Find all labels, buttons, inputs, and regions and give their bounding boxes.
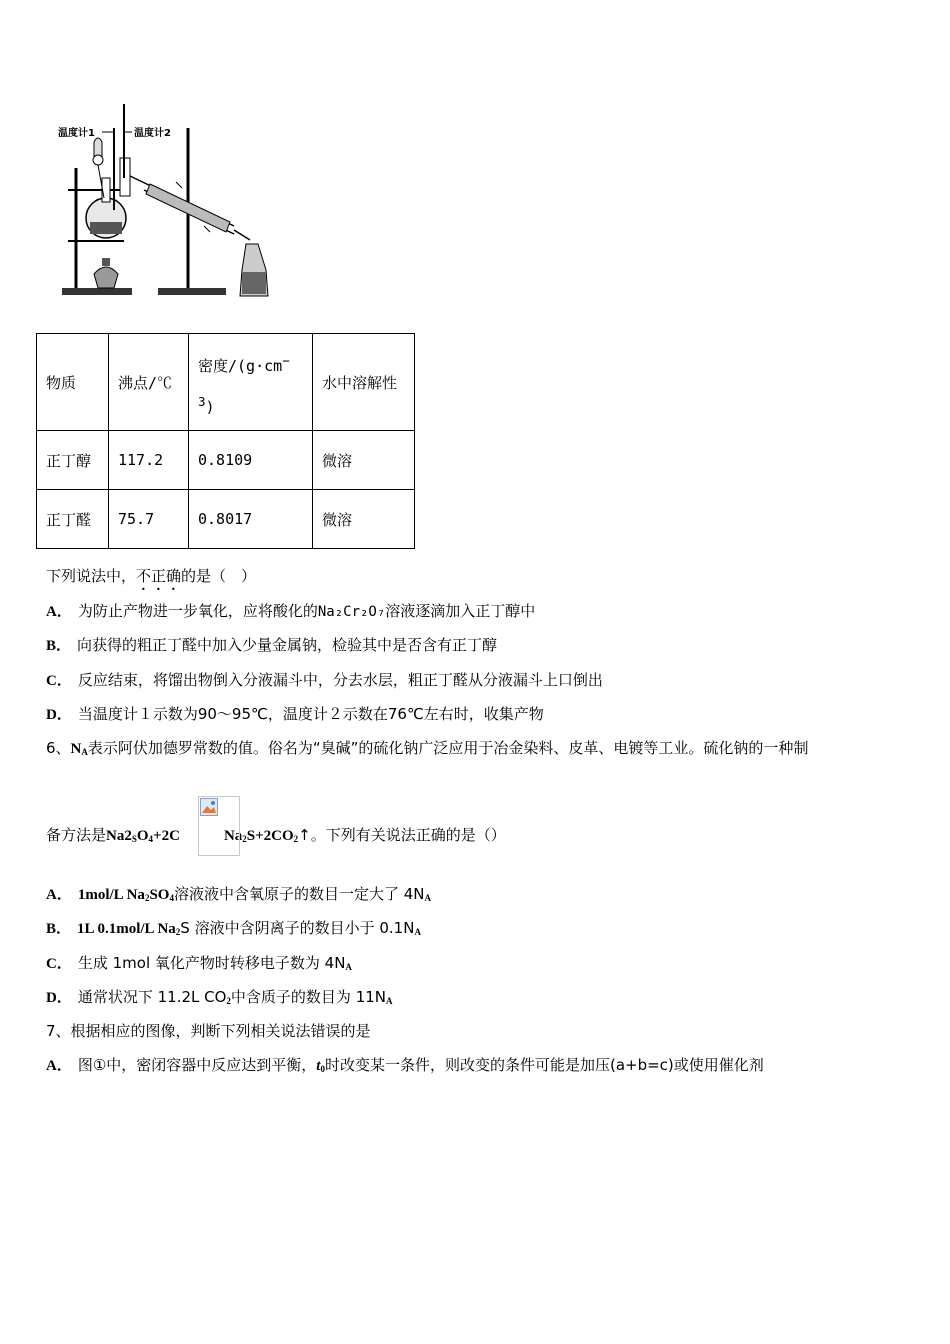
broken-image-icon (200, 798, 218, 816)
q6-option-c: C． 生成 1mol 氧化产物时转移电子数为 $4N_A$ (46, 954, 352, 972)
table-cell: 微溶 (313, 431, 415, 490)
table-cell: 117.2 (109, 431, 189, 490)
table-row (37, 490, 415, 549)
q6-stem-line1: 6、$N_A$表示阿伏加德罗常数的值。俗名为“臭碱”的硫化钠广泛应用于冶金染料、皮革、电镀等工业。硫化钠的一种制 (46, 739, 809, 757)
q5-option-d: D． 当温度计１示数为90～95℃，温度计２示数在76℃左右时，收集产物 (46, 705, 544, 723)
q6-option-b: B． 1L 0.1mol/L $Na_2S$ 溶液中含阴离子的数目小于 $0.1N_A$ (46, 919, 421, 937)
distillation-apparatus-figure (54, 98, 276, 302)
q5-option-c: C． 反应结束，将馏出物倒入分液漏斗中，分去水层，粗正丁醛从分液漏斗上口倒出 (46, 671, 603, 689)
table-cell: 正丁醛 (37, 490, 109, 549)
thermometer-1-label: 温度计1 (58, 128, 95, 139)
q5-stem: 下列说法中，不正确的是（ ） (46, 567, 257, 585)
reaction-condition-image (198, 796, 240, 856)
header-substance: 物质 (37, 334, 109, 431)
table-cell: 0.8017 (189, 490, 313, 549)
table-cell: 正丁醇 (37, 431, 109, 490)
q5-option-a: A． 为防止产物进一步氧化，应将酸化的Na₂Cr₂O₇溶液逐滴加入正丁醇中 (46, 602, 536, 620)
q6-option-a: A． 1mol/L $Na_2SO_4$溶液液中含氧原子的数目一定大了 $4N_A$ (46, 885, 431, 903)
q5-option-b: B． 向获得的粗正丁醛中加入少量金属钠，检验其中是否含有正丁醇 (46, 636, 498, 654)
table-cell: 0.8109 (189, 431, 313, 490)
table-row (37, 431, 415, 490)
q6-option-d: D． 通常状况下 11.2L $CO_2$中含质子的数目为 $11N_A$ (46, 988, 393, 1006)
q7-option-a: A． 图①中，密闭容器中反应达到平衡，$t_0$时改变某一条件，则改变的条件可能是加压(a+b=c)或使用催化剂 (46, 1056, 764, 1074)
q6-stem-line2: 备方法是$Na2_SO_4+2C$ $Na_2S+2CO_2↑$。下列有关说法正确的是（） (46, 826, 506, 844)
thermometer-2-label: 温度计2 (134, 128, 171, 139)
header-density: 密度/(g·cm− $^3$) (189, 334, 313, 431)
table-header-row (37, 334, 415, 431)
properties-table (36, 333, 415, 549)
table-cell: 75.7 (109, 490, 189, 549)
header-solubility: 水中溶解性 (313, 334, 415, 431)
q7-stem: 7、根据相应的图像，判断下列相关说法错误的是 (46, 1022, 371, 1040)
header-boiling-point: 沸点/℃ (109, 334, 189, 431)
table-cell: 微溶 (313, 490, 415, 549)
